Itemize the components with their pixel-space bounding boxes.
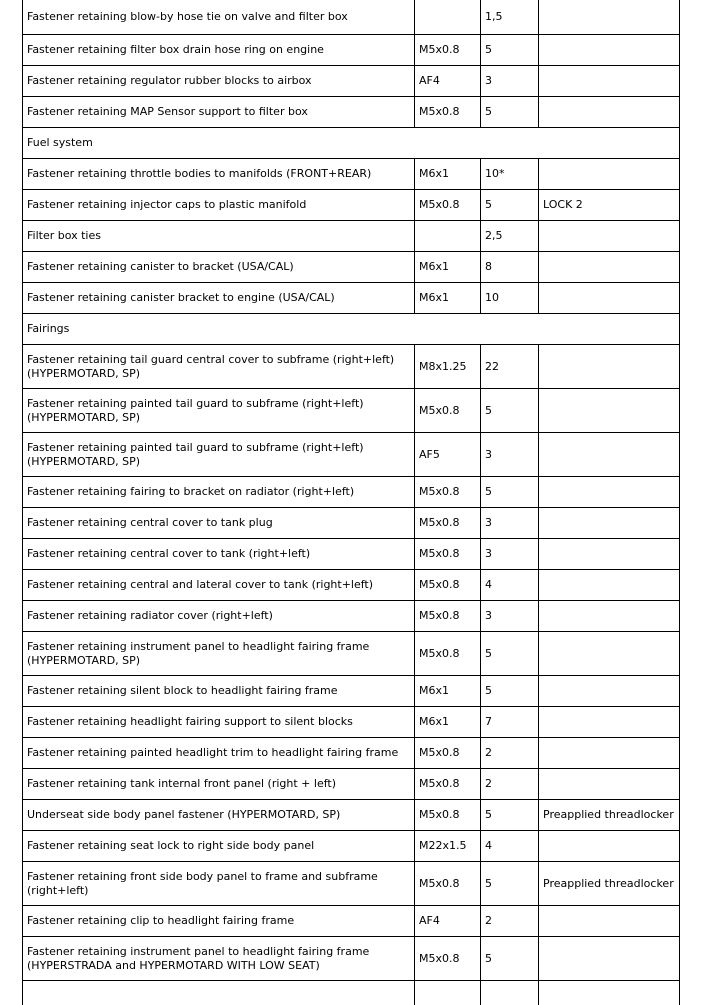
- thread-size-cell: M6x1: [415, 283, 481, 314]
- note-cell: [539, 570, 680, 601]
- table-row: [23, 283, 680, 314]
- torque-value-cell: 3: [481, 433, 539, 477]
- torque-value-cell: 3: [481, 66, 539, 97]
- note-cell: Preapplied threadlocker: [539, 800, 680, 831]
- note-cell: [539, 707, 680, 738]
- note-cell: [539, 906, 680, 937]
- fastener-description-cell: Fastener retaining instrument panel to headlight fairing frame (HYPERSTRADA and HYPERMOTARD WITH LOW SEAT): [23, 937, 415, 981]
- torque-value-cell: 2: [481, 738, 539, 769]
- note-cell: [539, 221, 680, 252]
- torque-value-cell: 5: [481, 862, 539, 906]
- note-cell: [539, 539, 680, 570]
- section-title: Fuel system: [23, 128, 680, 159]
- fastener-description-cell: Fastener retaining silent block to headlight fairing frame: [23, 676, 415, 707]
- table-row: [23, 738, 680, 769]
- torque-value-cell: 22: [481, 345, 539, 389]
- torque-value-cell: 5: [481, 389, 539, 433]
- fastener-description-cell: Fastener retaining clip to headlight fairing frame: [23, 906, 415, 937]
- thread-size-cell: M5x0.8: [415, 35, 481, 66]
- table-row: [23, 389, 680, 433]
- torque-value-cell: 10*: [481, 159, 539, 190]
- table-row: [23, 862, 680, 906]
- note-cell: [539, 66, 680, 97]
- fastener-description-cell: Fastener retaining radiator cover (right+left): [23, 601, 415, 632]
- note-cell: Preapplied threadlocker: [539, 862, 680, 906]
- fastener-description-cell: Fastener retaining regulator rubber blocks to airbox: [23, 66, 415, 97]
- torque-value-cell: 5: [481, 477, 539, 508]
- table-row: [23, 539, 680, 570]
- section-header-row: [23, 314, 680, 345]
- thread-size-cell: M6x1: [415, 159, 481, 190]
- thread-size-cell: M5x0.8: [415, 97, 481, 128]
- table-row: [23, 159, 680, 190]
- fastener-description-cell: Fastener retaining painted tail guard to subframe (right+left) (HYPERMOTARD, SP): [23, 433, 415, 477]
- fastener-description-cell: Fastener retaining painted headlight trim to headlight fairing frame: [23, 738, 415, 769]
- table-row: [23, 632, 680, 676]
- thread-size-cell: M5x0.8: [415, 389, 481, 433]
- torque-value-cell: 10: [481, 283, 539, 314]
- thread-size-cell: M5x0.8: [415, 477, 481, 508]
- torque-value-cell: 5: [481, 190, 539, 221]
- thread-size-cell: M5x0.8: [415, 862, 481, 906]
- empty-cell: [415, 981, 481, 1005]
- fastener-description-cell: Fastener retaining canister bracket to engine (USA/CAL): [23, 283, 415, 314]
- thread-size-cell: M5x0.8: [415, 769, 481, 800]
- table-row: [23, 345, 680, 389]
- torque-value-cell: 7: [481, 707, 539, 738]
- table-row: [23, 707, 680, 738]
- thread-size-cell: M5x0.8: [415, 738, 481, 769]
- thread-size-cell: M5x0.8: [415, 190, 481, 221]
- thread-size-cell: M5x0.8: [415, 539, 481, 570]
- torque-value-cell: 5: [481, 937, 539, 981]
- fastener-description-cell: Underseat side body panel fastener (HYPERMOTARD, SP): [23, 800, 415, 831]
- torque-value-cell: 5: [481, 800, 539, 831]
- thread-size-cell: M6x1: [415, 676, 481, 707]
- table-row: [23, 769, 680, 800]
- note-cell: [539, 769, 680, 800]
- thread-size-cell: M5x0.8: [415, 800, 481, 831]
- thread-size-cell: M5x0.8: [415, 570, 481, 601]
- fastener-description-cell: Fastener retaining central and lateral cover to tank (right+left): [23, 570, 415, 601]
- note-cell: [539, 433, 680, 477]
- thread-size-cell: [415, 221, 481, 252]
- torque-value-cell: 4: [481, 570, 539, 601]
- thread-size-cell: [415, 0, 481, 35]
- fastener-description-cell: Fastener retaining front side body panel to frame and subframe (right+left): [23, 862, 415, 906]
- table-row: [23, 570, 680, 601]
- torque-value-cell: 5: [481, 632, 539, 676]
- fastener-description-cell: Fastener retaining fairing to bracket on radiator (right+left): [23, 477, 415, 508]
- thread-size-cell: M22x1.5: [415, 831, 481, 862]
- fastener-description-cell: Fastener retaining painted tail guard to subframe (right+left) (HYPERMOTARD, SP): [23, 389, 415, 433]
- torque-value-cell: 2: [481, 769, 539, 800]
- table-row: [23, 433, 680, 477]
- thread-size-cell: M5x0.8: [415, 601, 481, 632]
- thread-size-cell: AF5: [415, 433, 481, 477]
- table-row: [23, 800, 680, 831]
- thread-size-cell: AF4: [415, 66, 481, 97]
- torque-value-cell: 4: [481, 831, 539, 862]
- table-row: [23, 676, 680, 707]
- note-cell: [539, 389, 680, 433]
- torque-value-cell: 3: [481, 508, 539, 539]
- note-cell: [539, 508, 680, 539]
- torque-table: [22, 0, 680, 1005]
- note-cell: [539, 97, 680, 128]
- section-header-row: [23, 128, 680, 159]
- fastener-description-cell: Fastener retaining headlight fairing support to silent blocks: [23, 707, 415, 738]
- thread-size-cell: M6x1: [415, 252, 481, 283]
- empty-cell: [481, 981, 539, 1005]
- fastener-description-cell: Fastener retaining canister to bracket (USA/CAL): [23, 252, 415, 283]
- note-cell: [539, 738, 680, 769]
- note-cell: [539, 831, 680, 862]
- note-cell: [539, 601, 680, 632]
- note-cell: LOCK 2: [539, 190, 680, 221]
- note-cell: [539, 676, 680, 707]
- thread-size-cell: M5x0.8: [415, 508, 481, 539]
- torque-value-cell: 5: [481, 35, 539, 66]
- note-cell: [539, 937, 680, 981]
- fastener-description-cell: Fastener retaining central cover to tank (right+left): [23, 539, 415, 570]
- table-row: [23, 937, 680, 981]
- thread-size-cell: M5x0.8: [415, 632, 481, 676]
- table-row: [23, 35, 680, 66]
- fastener-description-cell: Fastener retaining MAP Sensor support to filter box: [23, 97, 415, 128]
- fastener-description-cell: Fastener retaining seat lock to right side body panel: [23, 831, 415, 862]
- note-cell: [539, 477, 680, 508]
- thread-size-cell: AF4: [415, 906, 481, 937]
- torque-value-cell: 8: [481, 252, 539, 283]
- thread-size-cell: M8x1.25: [415, 345, 481, 389]
- empty-cell: [539, 981, 680, 1005]
- fastener-description-cell: Fastener retaining throttle bodies to manifolds (FRONT+REAR): [23, 159, 415, 190]
- table-row: [23, 190, 680, 221]
- table-row: [23, 0, 680, 35]
- table-row-empty: [23, 981, 680, 1005]
- torque-value-cell: 2: [481, 906, 539, 937]
- fastener-description-cell: Fastener retaining tank internal front panel (right + left): [23, 769, 415, 800]
- note-cell: [539, 159, 680, 190]
- torque-value-cell: 5: [481, 97, 539, 128]
- table-row: [23, 252, 680, 283]
- torque-table-page: [22, 0, 679, 1005]
- fastener-description-cell: Fastener retaining tail guard central cover to subframe (right+left) (HYPERMOTARD, SP): [23, 345, 415, 389]
- note-cell: [539, 283, 680, 314]
- fastener-description-cell: Fastener retaining instrument panel to headlight fairing frame (HYPERMOTARD, SP): [23, 632, 415, 676]
- note-cell: [539, 345, 680, 389]
- empty-cell: [23, 981, 415, 1005]
- fastener-description-cell: Filter box ties: [23, 221, 415, 252]
- thread-size-cell: M5x0.8: [415, 937, 481, 981]
- note-cell: [539, 35, 680, 66]
- fastener-description-cell: Fastener retaining blow-by hose tie on valve and filter box: [23, 0, 415, 35]
- table-row: [23, 601, 680, 632]
- thread-size-cell: M6x1: [415, 707, 481, 738]
- table-row: [23, 831, 680, 862]
- torque-value-cell: 3: [481, 539, 539, 570]
- note-cell: [539, 632, 680, 676]
- torque-value-cell: 2,5: [481, 221, 539, 252]
- fastener-description-cell: Fastener retaining filter box drain hose ring on engine: [23, 35, 415, 66]
- table-row: [23, 97, 680, 128]
- table-row: [23, 221, 680, 252]
- fastener-description-cell: Fastener retaining injector caps to plastic manifold: [23, 190, 415, 221]
- table-row: [23, 508, 680, 539]
- table-row: [23, 477, 680, 508]
- section-title: Fairings: [23, 314, 680, 345]
- torque-value-cell: 5: [481, 676, 539, 707]
- table-row: [23, 906, 680, 937]
- fastener-description-cell: Fastener retaining central cover to tank plug: [23, 508, 415, 539]
- note-cell: [539, 0, 680, 35]
- note-cell: [539, 252, 680, 283]
- table-row: [23, 66, 680, 97]
- torque-table-body: [23, 0, 680, 1005]
- torque-value-cell: 1,5: [481, 0, 539, 35]
- torque-value-cell: 3: [481, 601, 539, 632]
